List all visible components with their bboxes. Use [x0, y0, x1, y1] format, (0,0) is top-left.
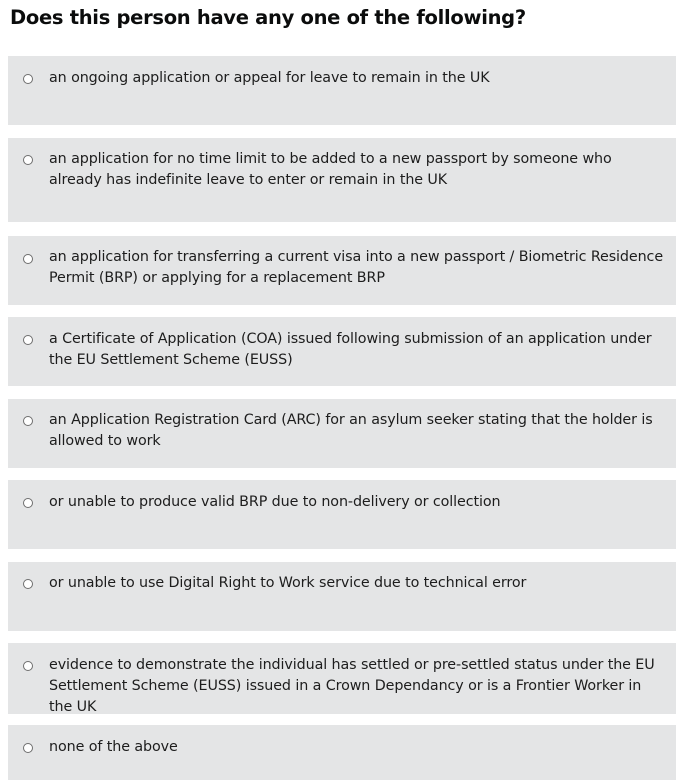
radio-button[interactable]: [23, 498, 33, 508]
option-unable-digital-right-to-work[interactable]: [8, 562, 676, 631]
option-label: evidence to demonstrate the individual has settled or pre-settled status under the EU Settlement Scheme (EUSS) issued in a Crown Dependancy or is a Frontier Worker in the UK: [49, 657, 655, 715]
option-label: or unable to use Digital Right to Work service due to technical error: [49, 575, 527, 591]
option-label: an application for transferring a current visa into a new passport / Biometric Residence Permit (BRP) or applying for a replacement BRP: [49, 249, 664, 286]
option-label: a Certificate of Application (COA) issued following submission of an application under the EU Settlement Scheme (EUSS): [49, 331, 652, 368]
radio-button[interactable]: [23, 579, 33, 589]
option-transfer-visa[interactable]: [8, 236, 676, 305]
option-no-time-limit[interactable]: [8, 138, 676, 222]
radio-button[interactable]: [23, 155, 33, 165]
option-label: an Application Registration Card (ARC) for an asylum seeker stating that the holder is allowed to work: [49, 412, 653, 449]
option-unable-produce-brp[interactable]: [8, 480, 676, 549]
option-settled-status-evidence[interactable]: [8, 643, 676, 714]
option-ongoing-application[interactable]: [8, 56, 676, 125]
radio-button[interactable]: [23, 416, 33, 426]
option-application-registration-card[interactable]: [8, 399, 676, 468]
radio-button[interactable]: [23, 661, 33, 671]
radio-button[interactable]: [23, 335, 33, 345]
option-certificate-of-application[interactable]: [8, 317, 676, 386]
option-label: an ongoing application or appeal for leave to remain in the UK: [49, 70, 490, 86]
radio-button[interactable]: [23, 74, 33, 84]
option-label: none of the above: [49, 739, 178, 755]
radio-button[interactable]: [23, 254, 33, 264]
option-none-of-the-above[interactable]: [8, 725, 676, 780]
option-label: or unable to produce valid BRP due to non-delivery or collection: [49, 494, 501, 510]
radio-button[interactable]: [23, 743, 33, 753]
option-label: an application for no time limit to be added to a new passport by someone who already has indefinite leave to enter or remain in the UK: [49, 151, 612, 188]
question-heading: Does this person have any one of the following?: [10, 6, 526, 29]
